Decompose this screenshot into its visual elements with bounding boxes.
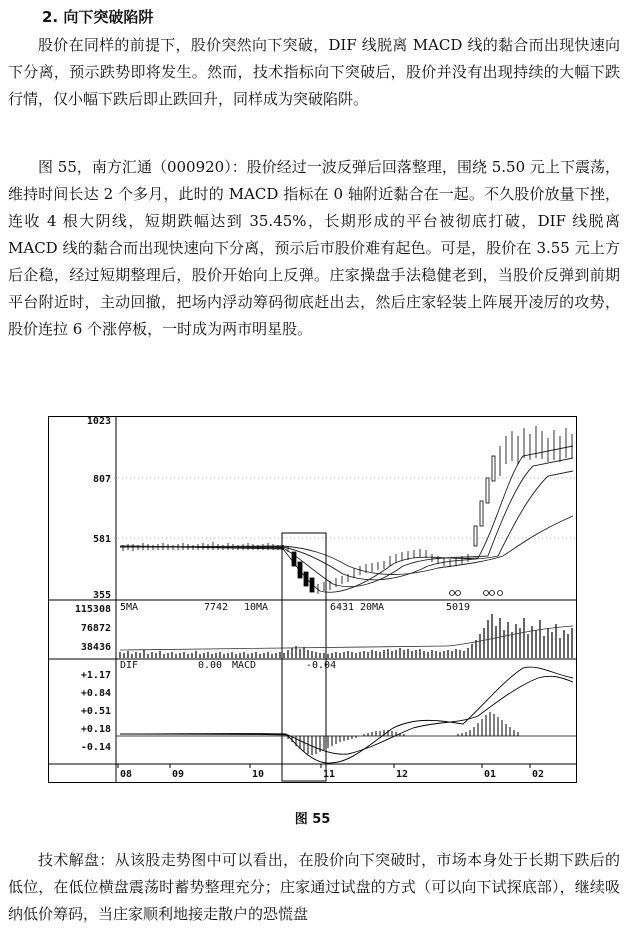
month-label: 08	[120, 769, 133, 780]
month-label: 11	[323, 769, 336, 780]
figure-caption: 图 55	[294, 812, 331, 827]
volume-tick-2: 76872	[80, 623, 111, 634]
price-tick-base: 581	[92, 534, 111, 545]
price-tick-mid: 807	[92, 474, 111, 485]
paragraph-case: 图 55，南方汇通（000920）：股价经过一波反弹后回落整理，围绕 5.50 元上下震荡，维持时间长达 2 个多月，此时的 MACD 指标在 0 轴附近黏合在一起。不久股价放量下挫，连收 4 根大阴线，短期跌幅达到 35.45%，长期形成的平台被彻底打破，DIF 线脱离 MACD 线的黏合而出现快速向下分离，预示后市股价难有起色。可是，股价在 3.55 元上方后企稳，经过短期整理后，股价开始向上反弹。庄家操盘手法稳健老到，当股价反弹到前期平台附近时，主动回撤，把场内浮动筹码彻底赶出去，然后庄家轻装上阵展开凌厉的攻势，股价连拉 6 个涨停板，一时成为两市明星股。	[8, 158, 620, 338]
month-label: 02	[532, 769, 545, 780]
macd-legend-dif-val: 0.00	[198, 660, 223, 671]
month-label: 10	[252, 769, 265, 780]
month-label: 01	[484, 769, 497, 780]
month-label: 12	[396, 769, 409, 780]
macd-legend-dif-label: DIF	[120, 660, 139, 671]
macd-tick-4: +0.18	[80, 724, 111, 735]
volume-legend-val1: 7742	[204, 602, 229, 613]
volume-legend-label3: 20MA	[360, 602, 385, 613]
macd-tick-2: +0.84	[80, 688, 111, 699]
month-label: 09	[172, 769, 185, 780]
volume-legend-label2: 10MA	[244, 602, 269, 613]
volume-legend-label1: 5MA	[120, 602, 139, 613]
section-heading: 2. 向下突破陷阱	[42, 8, 154, 26]
paragraph-intro: 股价在同样的前提下，股价突然向下突破，DIF 线脱离 MACD 线的黏合而出现快速向下分离，预示跌势即将发生。然而，技术指标向下突破后，股价并没有出现持续的大幅下跌行情，仅小幅下跌后即止跌回升，同样成为突破陷阱。	[8, 36, 620, 108]
paragraph-analysis: 技术解盘：从该股走势图中可以看出，在股价向下突破时，市场本身处于长期下跌后的低位，在低位横盘震荡时蓄势整理充分；庄家通过试盘的方式（可以向下试探底部），继续吸纳低价筹码，当庄家顺利地接走散户的恐慌盘	[8, 851, 620, 923]
stock-chart	[48, 416, 578, 784]
macd-tick-3: +0.51	[80, 706, 111, 717]
volume-tick-1: 115308	[74, 604, 111, 615]
macd-tick-1: +1.17	[80, 670, 111, 681]
macd-legend-macd-label: MACD	[232, 660, 257, 671]
macd-legend-macd-val: -0.04	[306, 660, 337, 671]
price-tick-top: 1023	[86, 416, 111, 427]
volume-legend-val3: 5019	[446, 602, 471, 613]
volume-tick-3: 38436	[80, 642, 111, 653]
macd-tick-5: -0.14	[80, 742, 111, 753]
volume-legend-val2: 6431	[330, 602, 355, 613]
price-tick-low: 355	[92, 590, 111, 601]
